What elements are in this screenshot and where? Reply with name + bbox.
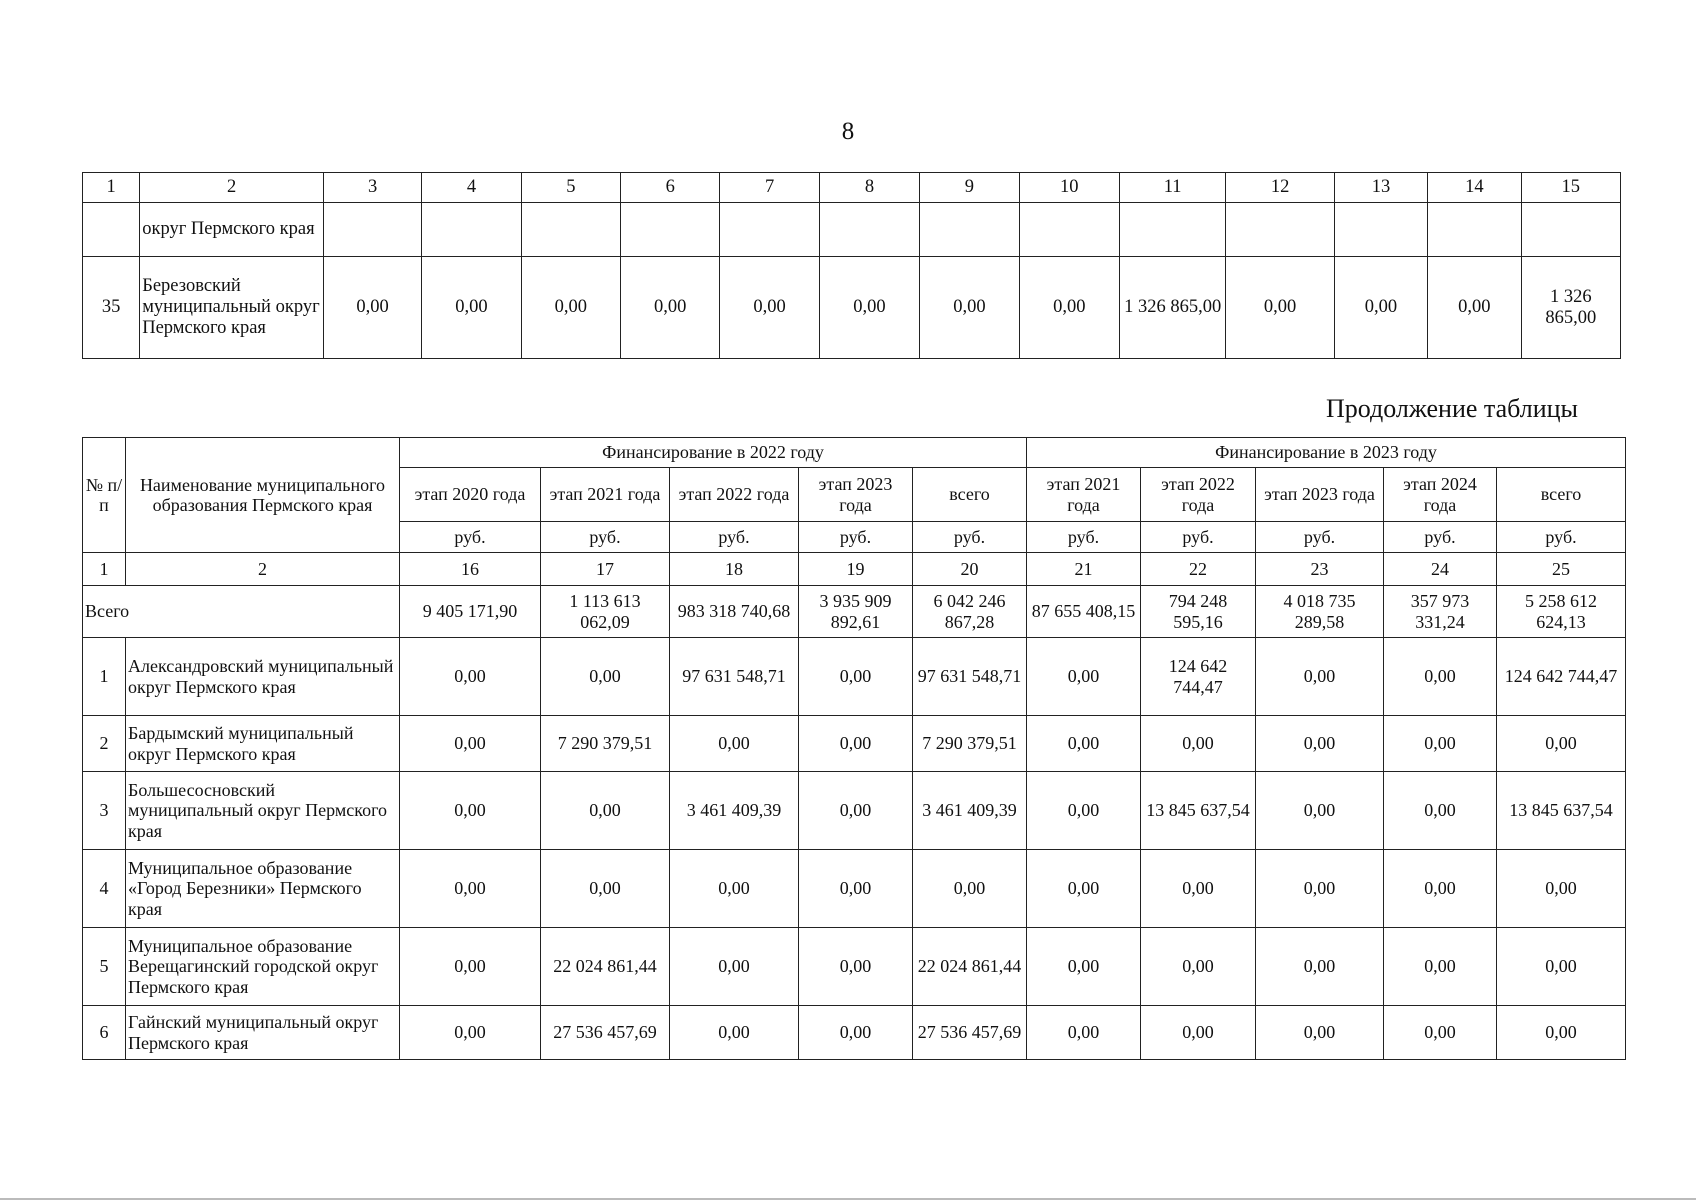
amount-cell: 27 536 457,69 <box>913 1006 1027 1060</box>
amount-cell: 0,00 <box>670 850 799 928</box>
amount-cell: 0,00 <box>541 638 670 716</box>
main-table <box>82 437 1626 1060</box>
total-row <box>83 586 1626 638</box>
header-num: № п/п <box>83 438 126 553</box>
header-2023-stage-2022: этап 2022 года <box>1141 468 1256 522</box>
amount-cell: 0,00 <box>1141 716 1256 772</box>
amount-cell <box>1428 203 1521 257</box>
total-amount-cell: 794 248 595,16 <box>1141 586 1256 638</box>
amount-cell: 0,00 <box>1256 850 1384 928</box>
header-2023-stage-2023: этап 2023 года <box>1256 468 1384 522</box>
amount-cell: 0,00 <box>670 928 799 1006</box>
municipality-name: Березовский муниципальный округ Пермского края <box>140 257 324 359</box>
column-number: 7 <box>720 173 819 203</box>
unit-cell: руб. <box>400 522 541 553</box>
amount-cell: 1 326 865,00 <box>1521 257 1621 359</box>
amount-cell: 0,00 <box>1141 1006 1256 1060</box>
amount-cell: 0,00 <box>1027 928 1141 1006</box>
amount-cell: 0,00 <box>621 257 720 359</box>
amount-cell: 1 326 865,00 <box>1119 257 1225 359</box>
amount-cell: 0,00 <box>1027 716 1141 772</box>
amount-cell: 0,00 <box>521 257 620 359</box>
total-amount-cell: 1 113 613 062,09 <box>541 586 670 638</box>
column-number: 1 <box>83 553 126 586</box>
header-group-2023: Финансирование в 2023 году <box>1027 438 1626 468</box>
column-number: 8 <box>819 173 919 203</box>
amount-cell: 0,00 <box>799 716 913 772</box>
header-2023-stage-2024: этап 2024 года <box>1384 468 1497 522</box>
table-row <box>83 1006 1626 1060</box>
amount-cell: 0,00 <box>1497 928 1626 1006</box>
column-number: 14 <box>1428 173 1521 203</box>
amount-cell: 0,00 <box>1384 928 1497 1006</box>
amount-cell: 0,00 <box>1497 1006 1626 1060</box>
row-number: 35 <box>83 257 140 359</box>
column-number: 1 <box>83 173 140 203</box>
amount-cell: 0,00 <box>422 257 521 359</box>
amount-cell: 0,00 <box>1497 850 1626 928</box>
amount-cell <box>1119 203 1225 257</box>
header-group-2022: Финансирование в 2022 году <box>400 438 1027 468</box>
column-number: 11 <box>1119 173 1225 203</box>
row-number: 3 <box>83 772 126 850</box>
amount-cell <box>621 203 720 257</box>
column-number: 23 <box>1256 553 1384 586</box>
amount-cell: 124 642 744,47 <box>1141 638 1256 716</box>
amount-cell: 0,00 <box>819 257 919 359</box>
amount-cell <box>1226 203 1334 257</box>
table-row <box>83 638 1626 716</box>
amount-cell: 0,00 <box>1384 638 1497 716</box>
row-number: 6 <box>83 1006 126 1060</box>
total-amount-cell: 87 655 408,15 <box>1027 586 1141 638</box>
amount-cell: 0,00 <box>400 772 541 850</box>
amount-cell: 0,00 <box>1334 257 1427 359</box>
amount-cell: 0,00 <box>400 928 541 1006</box>
amount-cell: 0,00 <box>1027 850 1141 928</box>
amount-cell: 0,00 <box>1384 1006 1497 1060</box>
municipality-name: Муниципальное образование Верещагинский городской округ Пермского края <box>126 928 400 1006</box>
unit-cell: руб. <box>1384 522 1497 553</box>
amount-cell <box>819 203 919 257</box>
unit-cell: руб. <box>1497 522 1626 553</box>
top-table <box>82 172 1621 359</box>
amount-cell: 7 290 379,51 <box>913 716 1027 772</box>
page-number: 8 <box>841 118 855 145</box>
header-2022-stage-2020: этап 2020 года <box>400 468 541 522</box>
amount-cell: 0,00 <box>1226 257 1334 359</box>
amount-cell: 0,00 <box>400 716 541 772</box>
amount-cell: 0,00 <box>913 850 1027 928</box>
header-2023-stage-2021: этап 2021 года <box>1027 468 1141 522</box>
total-label: Всего <box>83 586 400 638</box>
table-row <box>83 716 1626 772</box>
amount-cell: 124 642 744,47 <box>1497 638 1626 716</box>
amount-cell: 0,00 <box>400 638 541 716</box>
unit-cell: руб. <box>541 522 670 553</box>
row-number: 1 <box>83 638 126 716</box>
column-number: 16 <box>400 553 541 586</box>
amount-cell: 0,00 <box>1027 1006 1141 1060</box>
column-number: 5 <box>521 173 620 203</box>
amount-cell: 0,00 <box>1256 1006 1384 1060</box>
amount-cell: 0,00 <box>1497 716 1626 772</box>
amount-cell: 22 024 861,44 <box>541 928 670 1006</box>
row-number: 5 <box>83 928 126 1006</box>
amount-cell: 0,00 <box>799 772 913 850</box>
amount-cell: 0,00 <box>1141 850 1256 928</box>
column-number: 2 <box>140 173 324 203</box>
top-column-numbers-row <box>83 173 1621 203</box>
table-row <box>83 772 1626 850</box>
amount-cell: 0,00 <box>799 850 913 928</box>
amount-cell: 97 631 548,71 <box>670 638 799 716</box>
column-number: 17 <box>541 553 670 586</box>
column-number: 13 <box>1334 173 1427 203</box>
amount-cell <box>521 203 620 257</box>
table-row <box>83 928 1626 1006</box>
amount-cell: 0,00 <box>1384 716 1497 772</box>
column-numbers-row <box>83 553 1626 586</box>
amount-cell: 13 845 637,54 <box>1497 772 1626 850</box>
amount-cell: 0,00 <box>1256 928 1384 1006</box>
amount-cell: 0,00 <box>1256 638 1384 716</box>
row-number: 4 <box>83 850 126 928</box>
municipality-name: округ Пермского края <box>140 203 324 257</box>
column-number: 10 <box>1019 173 1119 203</box>
municipality-name: Большесосновский муниципальный округ Пермского края <box>126 772 400 850</box>
unit-cell: руб. <box>1256 522 1384 553</box>
amount-cell: 0,00 <box>720 257 819 359</box>
amount-cell: 97 631 548,71 <box>913 638 1027 716</box>
column-number: 22 <box>1141 553 1256 586</box>
amount-cell: 0,00 <box>1027 772 1141 850</box>
amount-cell: 0,00 <box>1027 638 1141 716</box>
municipality-name: Александровский муниципальный округ Пермского края <box>126 638 400 716</box>
amount-cell: 0,00 <box>670 716 799 772</box>
column-number: 2 <box>126 553 400 586</box>
table-row <box>83 850 1626 928</box>
column-number: 21 <box>1027 553 1141 586</box>
municipality-name: Гайнский муниципальный округ Пермского края <box>126 1006 400 1060</box>
amount-cell <box>720 203 819 257</box>
header-2022-total: всего <box>913 468 1027 522</box>
table-row <box>83 203 1621 257</box>
amount-cell: 27 536 457,69 <box>541 1006 670 1060</box>
total-amount-cell: 4 018 735 289,58 <box>1256 586 1384 638</box>
continuation-label: Продолжение таблицы <box>1326 394 1578 423</box>
amount-cell: 0,00 <box>541 850 670 928</box>
header-name: Наименование муниципального образования Пермского края <box>126 438 400 553</box>
amount-cell: 0,00 <box>1428 257 1521 359</box>
column-number: 6 <box>621 173 720 203</box>
municipality-name: Бардымский муниципальный округ Пермского края <box>126 716 400 772</box>
amount-cell: 0,00 <box>1384 850 1497 928</box>
column-number: 18 <box>670 553 799 586</box>
total-amount-cell: 9 405 171,90 <box>400 586 541 638</box>
unit-cell: руб. <box>670 522 799 553</box>
unit-cell: руб. <box>913 522 1027 553</box>
amount-cell: 0,00 <box>1141 928 1256 1006</box>
header-2022-stage-2021: этап 2021 года <box>541 468 670 522</box>
amount-cell <box>323 203 421 257</box>
municipality-name: Муниципальное образование «Город Березники» Пермского края <box>126 850 400 928</box>
amount-cell: 0,00 <box>541 772 670 850</box>
amount-cell: 3 461 409,39 <box>913 772 1027 850</box>
total-amount-cell: 3 935 909 892,61 <box>799 586 913 638</box>
amount-cell: 22 024 861,44 <box>913 928 1027 1006</box>
amount-cell: 0,00 <box>1256 716 1384 772</box>
amount-cell: 0,00 <box>670 1006 799 1060</box>
amount-cell <box>1521 203 1621 257</box>
column-number: 15 <box>1521 173 1621 203</box>
total-amount-cell: 6 042 246 867,28 <box>913 586 1027 638</box>
column-number: 4 <box>422 173 521 203</box>
amount-cell: 0,00 <box>799 928 913 1006</box>
column-number: 12 <box>1226 173 1334 203</box>
amount-cell: 0,00 <box>400 850 541 928</box>
amount-cell: 0,00 <box>1019 257 1119 359</box>
column-number: 24 <box>1384 553 1497 586</box>
amount-cell: 0,00 <box>920 257 1019 359</box>
header-2023-total: всего <box>1497 468 1626 522</box>
amount-cell: 0,00 <box>323 257 421 359</box>
table-row <box>83 257 1621 359</box>
amount-cell <box>1334 203 1427 257</box>
amount-cell: 13 845 637,54 <box>1141 772 1256 850</box>
header-2022-stage-2022: этап 2022 года <box>670 468 799 522</box>
row-number <box>83 203 140 257</box>
row-number: 2 <box>83 716 126 772</box>
amount-cell <box>920 203 1019 257</box>
unit-cell: руб. <box>799 522 913 553</box>
amount-cell: 7 290 379,51 <box>541 716 670 772</box>
total-amount-cell: 357 973 331,24 <box>1384 586 1497 638</box>
amount-cell: 0,00 <box>799 1006 913 1060</box>
amount-cell: 0,00 <box>1256 772 1384 850</box>
unit-cell: руб. <box>1141 522 1256 553</box>
column-number: 3 <box>323 173 421 203</box>
total-amount-cell: 5 258 612 624,13 <box>1497 586 1626 638</box>
unit-cell: руб. <box>1027 522 1141 553</box>
column-number: 20 <box>913 553 1027 586</box>
amount-cell: 3 461 409,39 <box>670 772 799 850</box>
total-amount-cell: 983 318 740,68 <box>670 586 799 638</box>
column-number: 9 <box>920 173 1019 203</box>
header-2022-stage-2023: этап 2023 года <box>799 468 913 522</box>
amount-cell: 0,00 <box>799 638 913 716</box>
amount-cell: 0,00 <box>1384 772 1497 850</box>
amount-cell <box>1019 203 1119 257</box>
amount-cell: 0,00 <box>400 1006 541 1060</box>
column-number: 19 <box>799 553 913 586</box>
column-number: 25 <box>1497 553 1626 586</box>
amount-cell <box>422 203 521 257</box>
